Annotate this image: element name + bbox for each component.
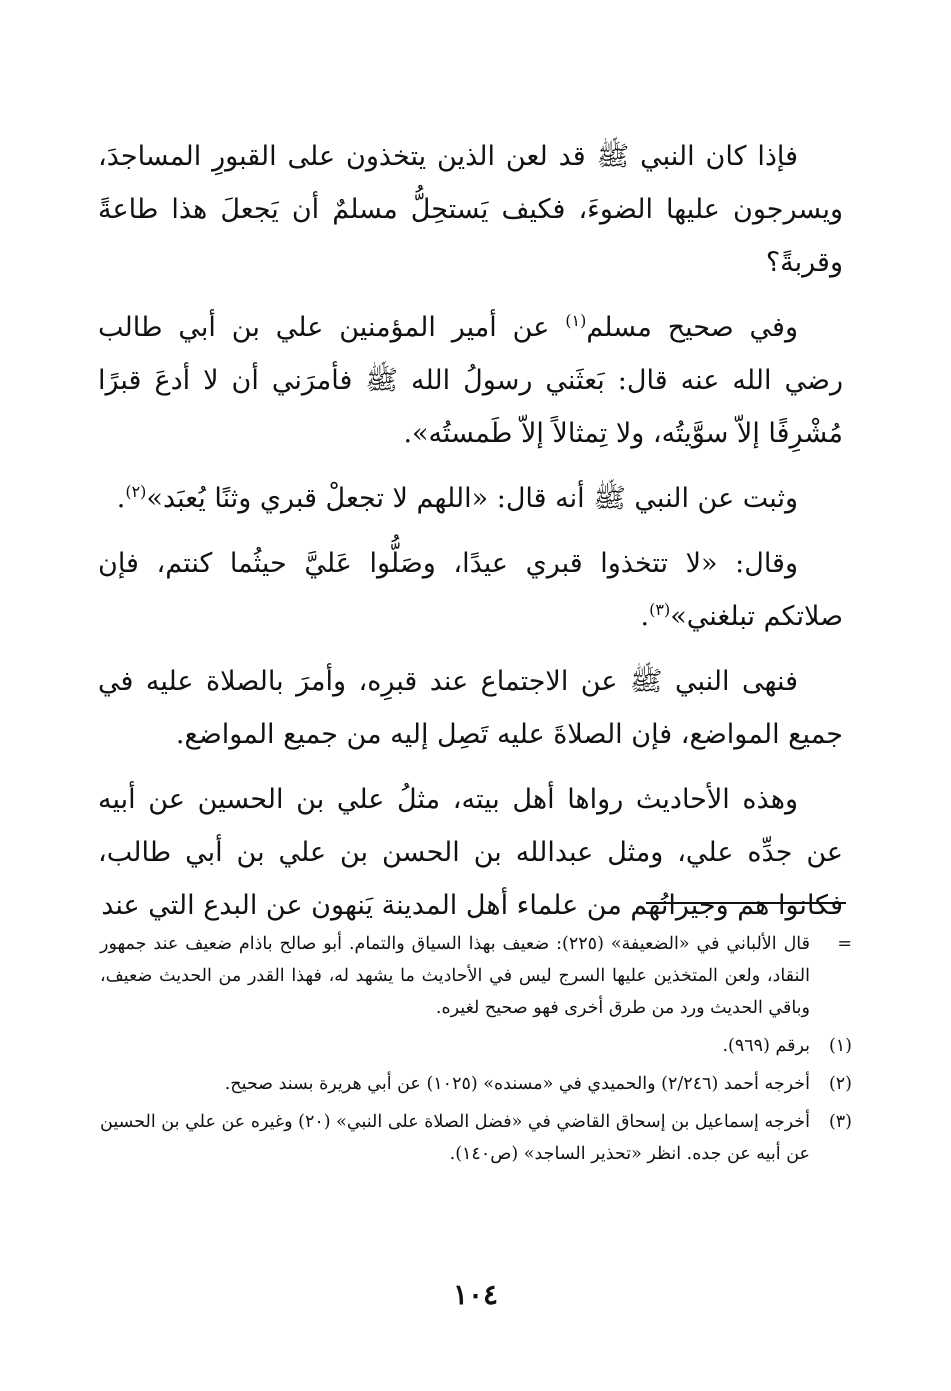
footnote-marker: =	[837, 934, 852, 954]
footnote-3	[100, 1106, 852, 1170]
paragraph-3-end: .	[116, 483, 126, 514]
footnote-ref-2: (٢)	[125, 482, 147, 501]
paragraph-4	[98, 537, 843, 643]
paragraph-3-start: وثبت عن النبي ﷺ أنه قال: «اللهم لا تجعلْ قبري وثنًا يُعبَد»	[146, 483, 798, 514]
footnote-text: أخرجه إسماعيل بن إسحاق القاضي في «فضل الصلاة على النبي» (٢٠) وغيره عن علي بن الحسين عن أبيه عن جده. انظر «تحذير الساجد» (ص١٤٠).	[100, 1112, 810, 1164]
paragraph-2-start: وفي صحيح مسلم	[586, 312, 798, 343]
footnote-text: قال الألباني في «الضعيفة» (٢٢٥): ضعيف بهذا السياق والتمام. أبو صالح باذام ضعيف عند جمهور النقاد، ولعن المتخذين عليها السرج ليس في الأحاديث ما يشهد له، فهذا القدر من الحديث ضعيف، وباقي الحديث ورد من طرق أخرى فهو صحيح لغيره.	[100, 934, 810, 1018]
footnote-ref-3: (٣)	[649, 600, 671, 619]
footnote-marker: (١)	[828, 1036, 852, 1056]
footnote-separator	[646, 902, 846, 904]
footnote-marker: (٣)	[828, 1112, 852, 1132]
paragraph-4-start: وقال: «لا تتخذوا قبري عيدًا، وصَلُّوا عَليَّ حيثُما كنتم، فإن صلاتكم تبلغني»	[98, 548, 843, 632]
footnote-text: أخرجه أحمد (٢/٢٤٦) والحميدي في «مسنده» (١٠٢٥) عن أبي هريرة بسند صحيح.	[224, 1074, 810, 1094]
paragraph-2-end: عن أمير المؤمنين علي بن أبي طالب رضي الله عنه قال: بَعثَني رسولُ الله ﷺ فأمرَني أن لا أدعَ قبرًا مُشْرِفًا إلاّ سوَّيتُه، ولا تِمثالاً إلاّ طَمستُه».	[98, 312, 843, 449]
footnotes	[100, 928, 852, 1176]
paragraph-3	[98, 472, 843, 525]
footnote-marker: (٢)	[828, 1074, 852, 1094]
paragraph-2	[98, 301, 843, 460]
main-text	[98, 130, 843, 944]
paragraph-4-end: .	[640, 601, 650, 632]
paragraph-5: فنهى النبي ﷺ عن الاجتماع عند قبرِه، وأمرَ بالصلاة عليه في جميع المواضع، فإن الصلاةَ عليه تَصِل إليه من جميع المواضع.	[98, 666, 843, 750]
footnote-text: برقم (٩٦٩).	[722, 1036, 810, 1056]
footnote-2	[100, 1068, 852, 1100]
footnote-1	[100, 1030, 852, 1062]
page-number: ١٠٤	[452, 1278, 499, 1311]
footnote-continuation	[100, 928, 852, 1024]
footnote-ref-1: (١)	[565, 311, 587, 330]
paragraph-1: فإذا كان النبي ﷺ قد لعن الذين يتخذون على القبورِ المساجدَ، ويسرجون عليها الضوءَ، فكيف يَستحِلُّ مسلمٌ أن يَجعلَ هذا طاعةً وقربةً؟	[98, 141, 843, 278]
paragraph-6: وهذه الأحاديث رواها أهل بيته، مثلُ علي بن الحسين عن أبيه عن جدِّه علي، ومثل عبدالله بن الحسن بن علي بن أبي طالب، فكانوا هم وجيرانُهم من علماء أهل المدينة يَنهون عن البدع التي عند	[98, 784, 843, 921]
